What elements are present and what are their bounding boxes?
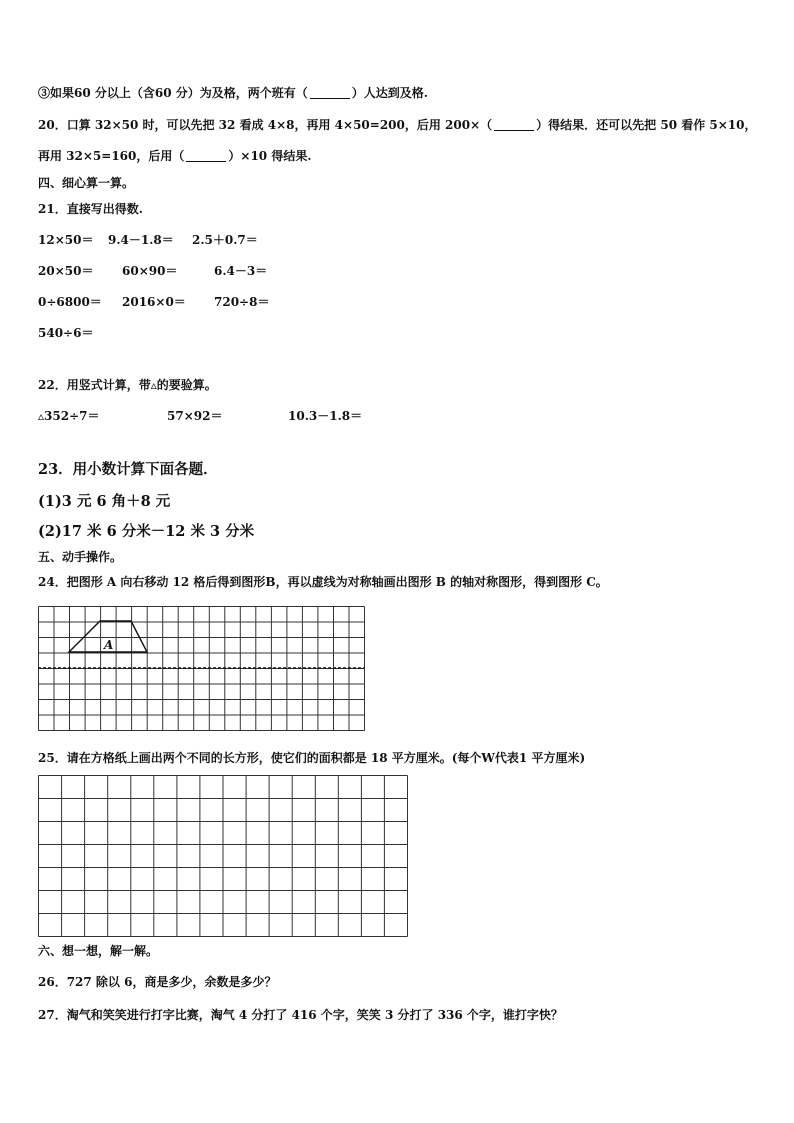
calc-item: 9.4－1.8＝	[108, 233, 174, 247]
calc-item: 2.5＋0.7＝	[192, 233, 258, 247]
q20-line1	[38, 116, 757, 133]
vertical-calc-item: 57×92＝	[167, 409, 223, 423]
q22-title: 22．用竖式计算，带▵的要验算。	[38, 378, 217, 392]
answer-blank[interactable]	[310, 87, 350, 99]
q21-title: 21．直接写出得数.	[38, 202, 143, 216]
shape-a-label: A	[104, 638, 114, 652]
calc-item: 6.4－3＝	[214, 264, 268, 278]
q27-text: 27．淘气和笑笑进行打字比赛，淘气 4 分打了 416 个字，笑笑 3 分打了 336 个字，谁打字快？	[38, 1008, 563, 1022]
calc-item: 0÷6800＝	[38, 295, 102, 309]
q25-title: 25．请在方格纸上画出两个不同的长方形，使它们的面积都是 18 平方厘米。(每个W代表1 平方厘米)	[38, 751, 586, 765]
calc-item: 60×90＝	[122, 264, 178, 278]
q20-text-before: 20．口算 32×50 时，可以先把 32 看成 4×8，再用 4×50=200，后用 200×（	[38, 118, 493, 132]
answer-blank[interactable]	[494, 119, 534, 131]
vertical-calc-item: 10.3－1.8＝	[288, 409, 363, 423]
q23-item-2: (2)17 米 6 分米－12 米 3 分米	[38, 523, 255, 540]
q24-title: 24．把图形 A 向右移动 12 格后得到图形B，再以虚线为对称轴画出图形 B 的轴对称图形，得到图形 C。	[38, 575, 608, 589]
calc-item: 2016×0＝	[122, 295, 186, 309]
circled-three-marker: ③	[38, 86, 51, 100]
vertical-calc-item: ▵352÷7＝	[38, 409, 100, 423]
section-heading-6: 六、想一想，解一解。	[38, 944, 159, 958]
q23-title: 23．用小数计算下面各题．	[38, 461, 218, 478]
calc-item: 20×50＝	[38, 264, 94, 278]
q24-grid[interactable]	[38, 606, 366, 732]
section-heading-4: 四、细心算一算。	[38, 176, 135, 190]
q23-item-1: (1)3 元 6 角＋8 元	[38, 493, 171, 510]
q20-text-after-2: ）×10 得结果.	[228, 149, 312, 163]
q20-line2	[38, 147, 312, 164]
answer-blank[interactable]	[186, 150, 226, 162]
q26-text: 26．727 除以 6，商是多少，余数是多少？	[38, 975, 277, 989]
q19-part3	[38, 84, 428, 101]
section-heading-5: 五、动手操作。	[38, 550, 123, 564]
q20-text-after: ）得结果．还可以先把 50 看作 5×10，	[536, 118, 757, 132]
q19-text-before: 如果60 分以上（含60 分）为及格，两个班有（	[50, 86, 308, 100]
calc-item: 12×50＝	[38, 233, 94, 247]
calc-item: 540÷6＝	[38, 326, 94, 340]
calc-item: 720÷8＝	[214, 295, 270, 309]
q19-text-after: ）人达到及格.	[351, 86, 428, 100]
q25-grid[interactable]	[38, 775, 409, 938]
q20-text-before-2: 再用 32×5=160，后用（	[38, 149, 185, 163]
